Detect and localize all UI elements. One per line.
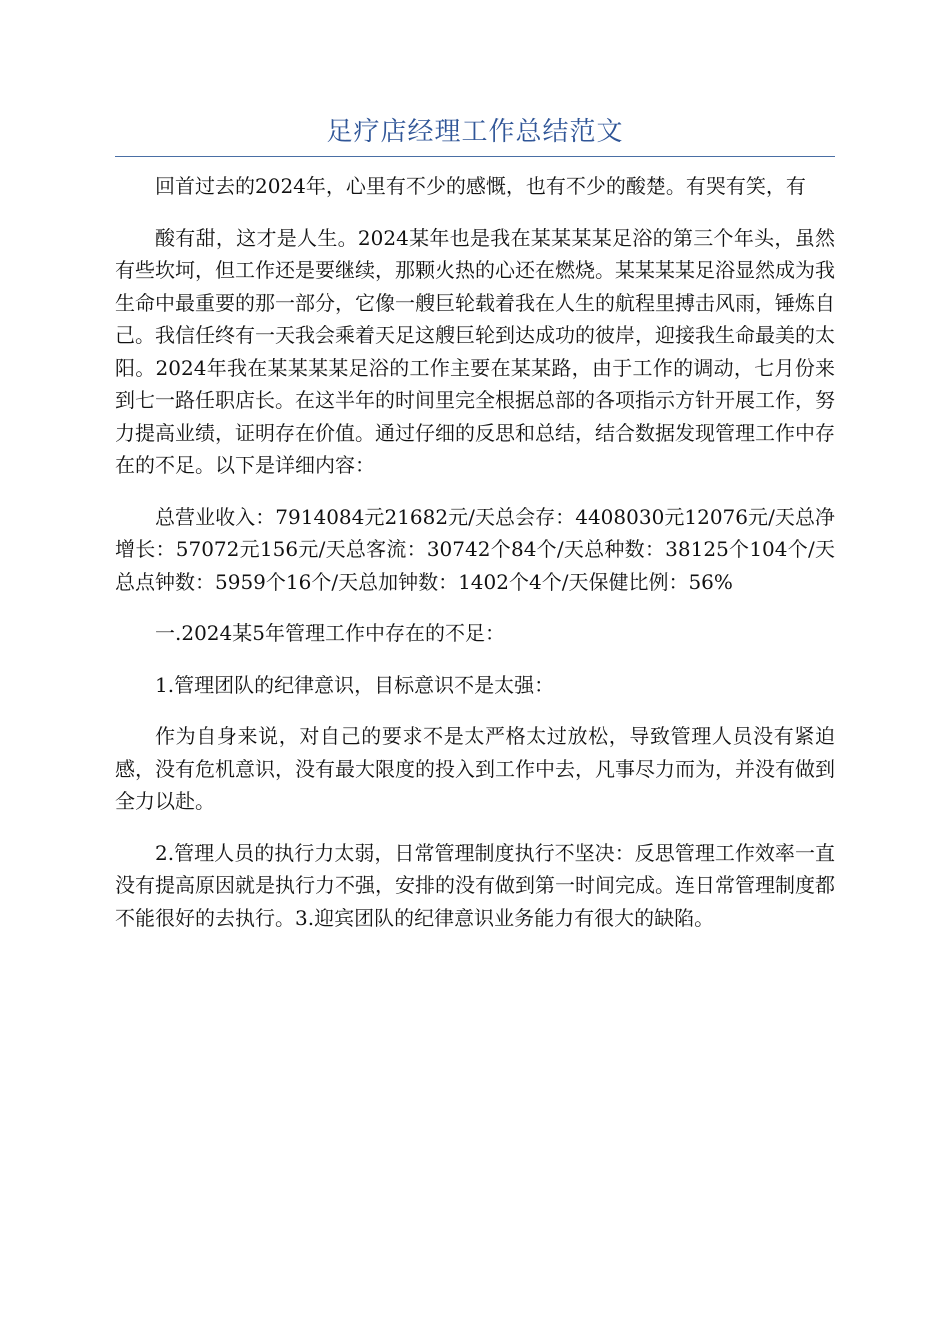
document-title: 足疗店经理工作总结范文	[326, 117, 624, 147]
subheading-discipline: 1.管理团队的纪律意识，目标意识不是太强：	[155, 672, 555, 697]
document-body	[115, 170, 835, 953]
paragraph-self-reflection: 作为自身来说，对自己的要求不是太严格太过放松，导致管理人员没有紧迫感，没有危机意识，没有最大限度的投入到工作中去，凡事尽力而为，并没有做到全力以赴。	[115, 724, 835, 813]
paragraph-overview: 酸有甜，这才是人生。2024某年也是我在某某某某足浴的第三个年头，虽然有些坎坷，但工作还是要继续，那颗火热的心还在燃烧。某某某某足浴显然成为我生命中最重要的那一部分，它像一艘巨轮载着我在人生的航程里搏击风雨，锤炼自己。我信任终有一天我会乘着天足这艘巨轮到达成功的彼岸，迎接我生命最美的太阳。2024年我在某某某某足浴的工作主要在某某路，由于工作的调动，七月份来到七一路任职店长。在这半年的时间里完全根据总部的各项指示方针开展工作，努力提高业绩，证明存在价值。通过仔细的反思和总结，结合数据发现管理工作中存在的不足。以下是详细内容：	[115, 225, 835, 477]
title-block	[115, 108, 835, 157]
paragraph-execution: 2.管理人员的执行力太弱，日常管理制度执行不坚决：反思管理工作效率一直没有提高原因就是执行力不强，安排的没有做到第一时间完成。连日常管理制度都不能很好的去执行。3.迎宾团队的纪律意识业务能力有很大的缺陷。	[115, 840, 835, 930]
section-heading-shortcomings: 一.2024某5年管理工作中存在的不足：	[155, 621, 505, 645]
paragraph-statistics: 总营业收入：7914084元21682元/天总会存：4408030元12076元/天总净增长：57072元156元/天总客流：30742个84个/天总种数：38125个104个/天总点钟数：5959个16个/天总加钟数：1402个4个/天保健比例：56%	[115, 504, 835, 594]
paragraph-intro: 回首过去的2024年，心里有不少的感慨，也有不少的酸楚。有哭有笑，有	[155, 174, 806, 198]
